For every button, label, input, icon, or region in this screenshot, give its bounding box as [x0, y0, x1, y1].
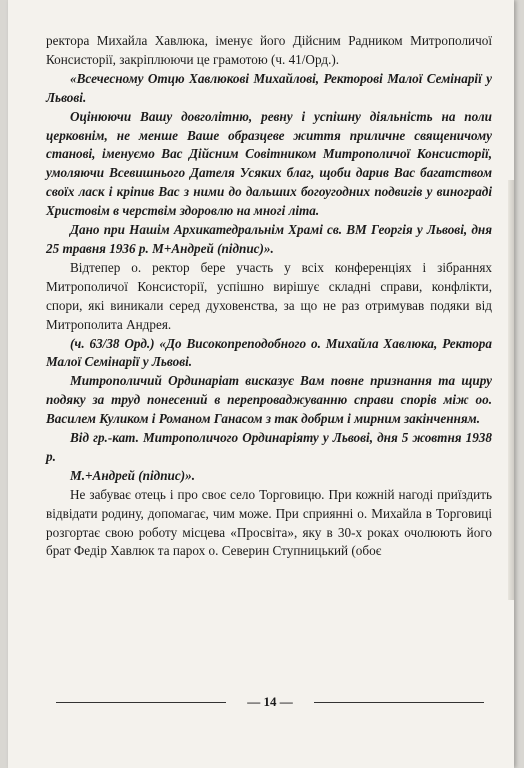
paragraph-2: «Всечесному Отцю Хавлюкові Михайлові, Ректорові Малої Семінарії у Львові.	[46, 70, 492, 105]
footer-rule-right	[314, 702, 484, 703]
book-page	[8, 0, 514, 768]
page-number: — 14 —	[247, 694, 293, 709]
page-footer	[56, 694, 484, 710]
paragraph-10: Не забуває отець і про своє село Торговицю. При кожній нагоді приїздить відвідати родину, допомагає, чим може. При сприянні о. Михайла в Торговиці розгортає свою роботу місцева «Просвіта», яку в 30-х роках очолюють його брат Федір Хавлюк та парох о. Северин Ступницький (обоє	[46, 486, 492, 559]
page-body-text	[46, 32, 492, 561]
paragraph-7: Митрополичий Ординаріат висказує Вам повне признання та щиру подяку за труд понесений в перепроваджуванню справи спорів між оо. Василем Куликом і Романом Ганасом з так добрим і мирним закінченням.	[46, 373, 492, 427]
page-number-value: 14	[263, 694, 277, 709]
paragraph-1: ректора Михайла Хавлюка, іменує його Дійсним Радником Митрополичої Консисторії, закріплюючи це грамотою (ч. 41/Орд.).	[46, 33, 492, 67]
paragraph-8: Від гр.-кат. Митрополичого Ординаріяту у Львові, дня 5 жовтня 1938 р.	[46, 430, 492, 464]
paragraph-3: Оцінюючи Вашу довголітню, ревну і успішну діяльність на поли церковнім, не менше Ваше образцеве життя приличне священичому станові, іменуємо Вас Дійсним Совітником Митрополичої Консисторії, умоляючи Всевишнього Дателя Усяких благ, щоби дарив Вас багатством своїх ласк і кріпив Вас з ними до дальших богоугодних подвигів у винограді Христовім в черствім здоровлю на многі літа.	[46, 108, 492, 219]
paragraph-6: (ч. 63/38 Орд.) «До Високопреподобного о. Михайла Хавлюка, Ректора Малої Семінарії у Львові.	[46, 335, 492, 370]
paragraph-4: Дано при Нашім Архикатедральнім Храмі св. ВМ Георгія у Львові, дня 25 травня 1936 р. М+Андрей (підпис)».	[46, 222, 492, 256]
paragraph-9: М.+Андрей (підпис)».	[70, 467, 196, 483]
paragraph-5: Відтепер о. ректор бере участь у всіх конференціях і зібраннях Митрополичої Консисторії, успішно вирішує складні справи, конфлікти, спори, які виникали серед духовенства, за що не раз отримував подяки від Митрополита Андрея.	[46, 259, 492, 332]
page-edge-shadow	[508, 180, 514, 600]
